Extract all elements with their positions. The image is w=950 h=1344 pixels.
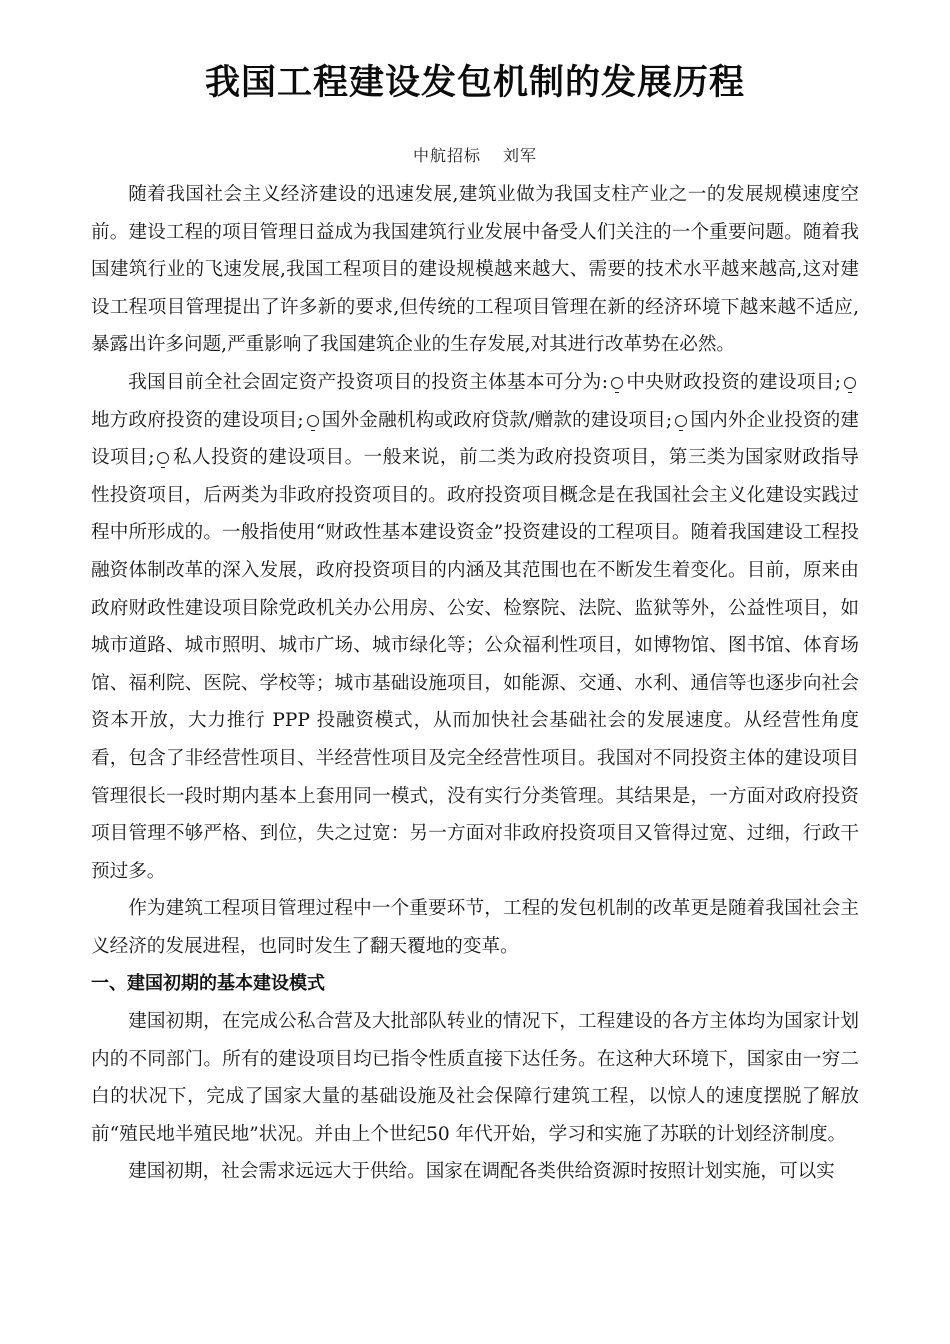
paragraph-section1-1: 建国初期，在完成公私合营及大批部队转业的情况下，工程建设的各方主体均为国家计划内的不同部门。所有的建设项目均已指令性质直接下达任务。在这种大环境下，国家由一穷二白的状况下，完成了国家大量的基础设施及社会保障行建筑工程，以惊人的速度摆脱了解放前“殖民地半殖民地”状况。并由上个世纪50 年代开始，学习和实施了苏联的计划经济制度。 [91,1011,859,1145]
list-marker-icon [157,452,169,464]
investment-item-2: 地方政府投资的建设项目; [91,409,304,431]
byline-organization: 中航招标 [412,146,481,165]
investment-item-1: 中央财政投资的建设项目; [626,371,841,393]
list-marker-icon [844,377,856,389]
paragraph-intro: 随着我国社会主义经济建设的迅速发展,建筑业做为我国支柱产业之一的发展规模速度空前。建设工程的项目管理日益成为我国建筑行业发展中备受人们关注的一个重要问题。随着我国建筑行业的飞速发展,我国工程项目的建设规模越来越大、需要的技术水平越来越高,这对建设工程项目管理提出了许多新的要求,但传统的工程项目管理在新的经济环境下越来越不适应,暴露出许多问题,严重影响了我国建筑企业的生存发展,对其进行改革势在必然。 [91,184,859,356]
paragraph-reform: 作为建筑工程项目管理过程中一个重要环节，工程的发包机制的改革更是随着我国社会主义经济的发展进程，也同时发生了翻天覆地的变革。 [91,898,859,957]
investment-intro-text: 我国目前全社会固定资产投资项目的投资主体基本可分为: [128,371,609,393]
investment-item-4: 国内外企业投资的建设项目; [91,409,859,469]
byline [0,144,950,168]
section-heading-1: 一、建国初期的基本建设模式 [91,973,325,995]
paragraph-investment-entities [91,364,859,890]
paragraph-section1-2: 建国初期，社会需求远远大于供给。国家在调配各类供给资源时按照计划实施，可以实 [128,1161,835,1183]
byline-author: 刘军 [503,146,538,165]
document-title: 我国工程建设发包机制的发展历程 [204,63,745,103]
document-body [91,176,859,1191]
investment-item-3: 国外金融机构或政府贷款/赠款的建设项目; [321,409,673,431]
investment-rest-text: 一般来说，前二类为政府投资项目，第三类为国家财政指导性投资项目，后两类为非政府投资项目的。政府投资项目概念是在我国社会主义化建设实践过程中所形成的。一般指使用“财政性基本建设资金”投资建设的工程项目。随着我国建设工程投融资体制改革的深入发展，政府投资项目的内涵及其范围也在不断发生着变化。目前，原来由政府财政性建设项目除党政机关办公用房、公安、检察院、法院、监狱等外，公益性项目，如城市道路、城市照明、城市广场、城市绿化等；公众福利性项目，如博物馆、图书馆、体育场馆、福利院、医院、学校等；城市基础设施项目，如能源、交通、水利、通信等也逐步向社会资本开放，大力推行 PPP 投融资模式，从而加快社会基础社会的发展速度。从经营性角度看，包含了非经营性项目、半经营性项目及完全经营性项目。我国对不同投资主体的建设项目管理很长一段时期内基本上套用同一模式，没有实行分类管理。其结果是，一方面对政府投资项目管理不够严格、到位，失之过宽：另一方面对非政府投资项目又管得过宽、过细，行政干预过多。 [91,447,859,882]
list-marker-icon [675,415,687,427]
list-marker-icon [611,377,623,389]
investment-item-5: 私人投资的建设项目。 [172,447,364,469]
list-marker-icon [307,415,319,427]
